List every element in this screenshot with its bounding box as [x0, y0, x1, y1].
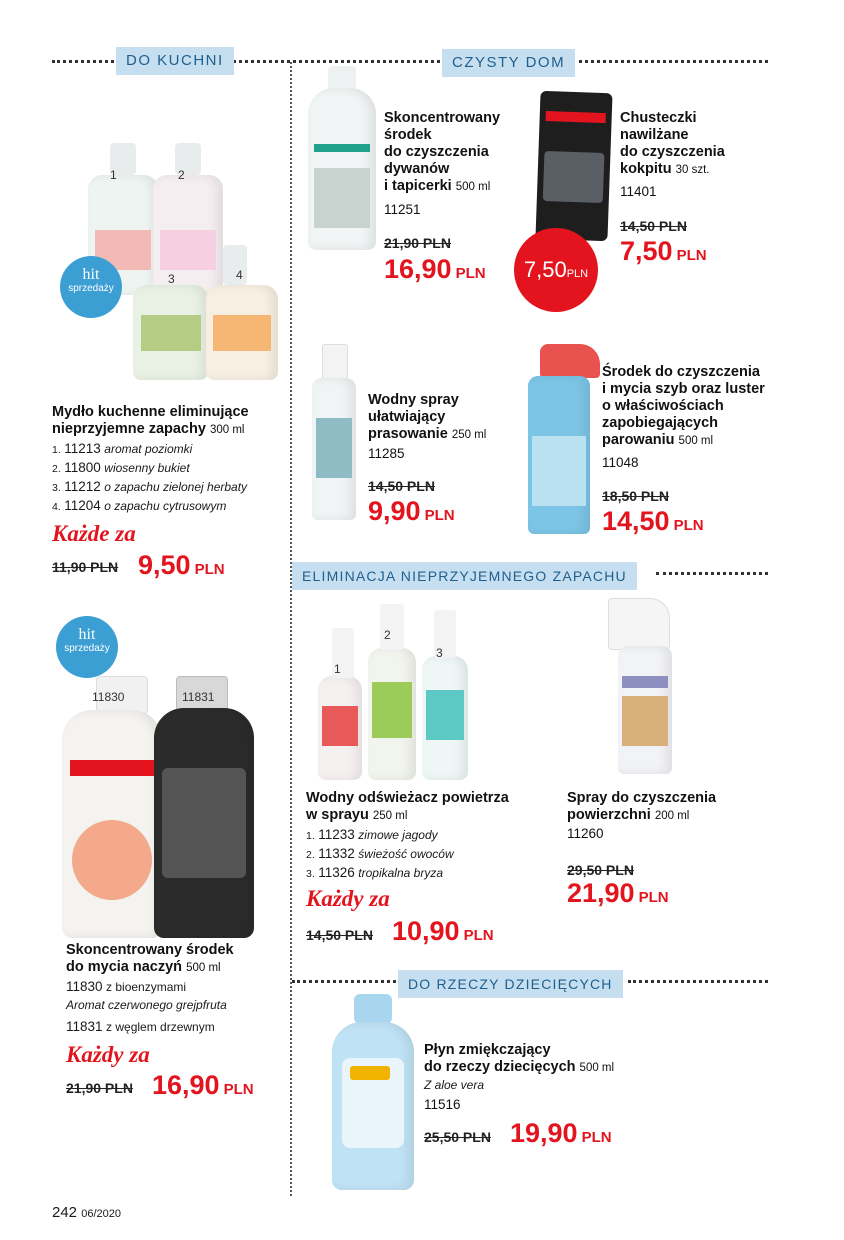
ironing-new-price: 9,90 PLN	[368, 496, 455, 526]
dish-old-price: 21,90 PLN	[66, 1080, 133, 1096]
freshener-image	[318, 604, 468, 780]
issue-date: 06/2020	[81, 1208, 121, 1220]
dish-variants: 11830 z bioenzymami Aromat czerwonego grejpfruta 11831 z węglem drzewnym	[66, 979, 227, 1034]
dish-image	[62, 676, 274, 938]
wipes-price-circle: 7,50PLN	[514, 228, 598, 312]
soap-variants	[52, 440, 247, 516]
list-item: 4. 11204 o zapachu cytrusowym	[52, 498, 227, 513]
carpet-new-price: 16,90 PLN	[384, 254, 486, 284]
dish-bottle-code-1: 11830	[92, 690, 125, 704]
carpet-code: 11251	[384, 202, 421, 217]
wipes-old-price: 14,50 PLN	[620, 218, 687, 234]
freshener-title: Wodny odświeżacz powietrza w sprayu 250 ml	[306, 790, 509, 823]
soap-each-label: Każde za	[52, 521, 136, 546]
list-item: 11830 z bioenzymami	[66, 979, 187, 994]
freshener-new-price: 10,90 PLN	[392, 916, 494, 946]
column-divider	[290, 62, 292, 1196]
top-left-divider	[52, 60, 114, 63]
carpet-title: Skoncentrowany środek do czyszczenia dywanów i tapicerki 500 ml	[384, 110, 501, 194]
wipes-code: 11401	[620, 184, 657, 199]
soap-bottle-num-2: 2	[178, 168, 185, 182]
section-tag-odor: ELIMINACJA NIEPRZYJEMNEGO ZAPACHU	[292, 562, 637, 590]
glass-image	[520, 344, 600, 534]
soap-new-price: 9,50 PLN	[138, 550, 225, 580]
softener-note: Z aloe vera	[424, 1078, 485, 1092]
freshener-bottle-num-3: 3	[436, 646, 443, 660]
carpet-old-price: 21,90 PLN	[384, 235, 451, 251]
section-tag-kids: DO RZECZY DZIECIĘCYCH	[398, 970, 623, 998]
softener-new-price: 19,90 PLN	[510, 1118, 612, 1148]
wipes-image	[535, 91, 612, 241]
surface-new-price: 21,90 PLN	[567, 878, 669, 908]
soap-bottle-num-3: 3	[168, 272, 175, 286]
freshener-bottle-num-2: 2	[384, 628, 391, 642]
surface-old-price: 29,50 PLN	[567, 862, 634, 878]
freshener-variants	[306, 826, 454, 883]
section-tag-kitchen: DO KUCHNI	[116, 47, 234, 75]
softener-old-price: 25,50 PLN	[424, 1129, 491, 1145]
softener-code: 11516	[424, 1097, 461, 1112]
carpet-image	[308, 66, 376, 250]
surface-title: Spray do czyszczenia powierzchni 200 ml	[567, 790, 717, 823]
ironing-image	[312, 344, 356, 520]
hit-badge-soap: hit sprzedaży	[60, 256, 122, 318]
list-item: 3. 11326 tropikalna bryza	[306, 865, 443, 880]
glass-new-price: 14,50 PLN	[602, 506, 704, 536]
soap-bottle-num-1: 1	[110, 168, 117, 182]
surface-image	[604, 598, 682, 774]
list-item: 11831 z węglem drzewnym	[66, 1019, 215, 1034]
top-right-divider	[572, 60, 768, 63]
softener-title: Płyn zmiękczający do rzeczy dziecięcych 500 ml	[424, 1042, 615, 1075]
wipes-new-price: 7,50 PLN	[620, 236, 707, 266]
dish-new-price: 16,90 PLN	[152, 1070, 254, 1100]
section-tag-clean-home: CZYSTY DOM	[442, 49, 575, 77]
softener-image	[332, 994, 414, 1190]
hit-badge-dish: hit sprzedaży	[56, 616, 118, 678]
dish-title: Skoncentrowany środek do mycia naczyń 500 ml	[66, 942, 234, 975]
list-item: 3. 11212 o zapachu zielonej herbaty	[52, 479, 248, 494]
ironing-title: Wodny spray ułatwiający prasowanie 250 ml	[368, 392, 487, 442]
soap-title: Mydło kuchenne eliminujące nieprzyjemne zapachy 300 ml	[52, 404, 249, 437]
soap-bottle-num-4: 4	[236, 268, 243, 282]
ironing-code: 11285	[368, 446, 405, 461]
surface-code: 11260	[567, 826, 604, 841]
odor-divider	[656, 572, 768, 575]
page-footer	[52, 1204, 121, 1221]
ironing-old-price: 14,50 PLN	[368, 478, 435, 494]
dish-each-label: Każdy za	[66, 1042, 150, 1067]
page-number: 242	[52, 1204, 78, 1221]
freshener-each-label: Każdy za	[306, 886, 390, 911]
freshener-old-price: 14,50 PLN	[306, 927, 373, 943]
dish-bottle-code-2: 11831	[182, 690, 215, 704]
list-item: 1. 11213 aromat poziomki	[52, 441, 193, 456]
list-item: 2. 11800 wiosenny bukiet	[52, 460, 190, 475]
glass-title: Środek do czyszczenia i mycia szyb oraz luster o właściwościach zapobiegających parowaniu 500 ml	[602, 364, 765, 448]
glass-old-price: 18,50 PLN	[602, 488, 669, 504]
glass-code: 11048	[602, 455, 639, 470]
wipes-title: Chusteczki nawilżane do czyszczenia kokpitu 30 szt.	[620, 110, 725, 177]
freshener-bottle-num-1: 1	[334, 662, 341, 676]
kids-divider-left	[292, 980, 396, 983]
soap-old-price: 11,90 PLN	[52, 559, 119, 575]
list-item: 2. 11332 świeżość owoców	[306, 846, 454, 861]
top-left-divider-right	[228, 60, 440, 63]
list-item: 1. 11233 zimowe jagody	[306, 827, 438, 842]
kids-divider-right	[628, 980, 768, 983]
